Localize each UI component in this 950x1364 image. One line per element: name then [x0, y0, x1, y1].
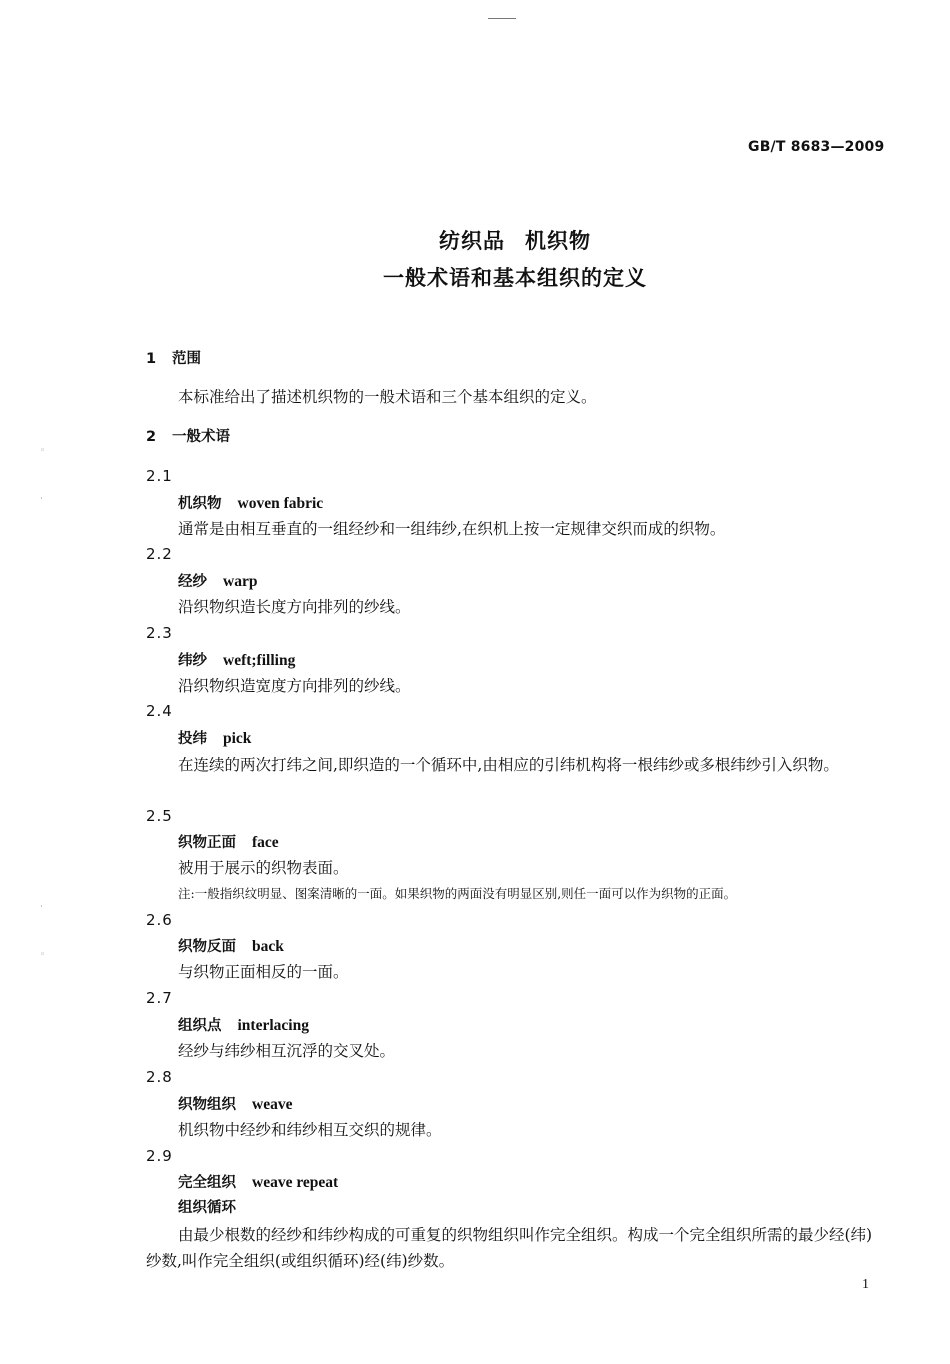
clause-number: 2.9 — [146, 1147, 173, 1165]
term-english: warp — [223, 573, 258, 590]
term-english: weft;filling — [223, 652, 296, 669]
clause-number: 2.8 — [146, 1068, 173, 1086]
scan-dot: ◦ — [40, 446, 46, 456]
clause-number: 2.1 — [146, 467, 173, 485]
clause-number: 2.4 — [146, 702, 173, 720]
title-part-textiles: 纺织品 — [439, 229, 505, 253]
document-title-line-1 — [0, 225, 950, 255]
page-number: 1 — [862, 1277, 869, 1292]
clause-number: 2.2 — [146, 545, 173, 563]
term-line — [178, 935, 284, 958]
clause-number: 2.6 — [146, 911, 173, 929]
term-definition: 通常是由相互垂直的一组经纱和一组纬纱,在织机上按一定规律交织而成的织物。 — [178, 520, 726, 538]
term-definition: 沿织物织造长度方向排列的纱线。 — [178, 598, 411, 616]
term-chinese: 投纬 — [178, 731, 207, 747]
term-chinese: 经纱 — [178, 574, 207, 590]
section-heading-scope — [146, 348, 201, 370]
term-definition: 经纱与纬纱相互沉浮的交叉处。 — [178, 1042, 396, 1060]
term-definition: 沿织物织造宽度方向排列的纱线。 — [178, 677, 411, 695]
term-english: woven fabric — [237, 495, 324, 512]
term-chinese: 完全组织 — [178, 1175, 236, 1191]
scan-dot: · — [40, 902, 43, 912]
term-definition: 在连续的两次打纬之间,即织造的一个循环中,由相应的引纬机构将一根纬纱或多根纬纱引入织物。 — [178, 756, 839, 774]
section-body-scope: 本标准给出了描述机织物的一般术语和三个基本组织的定义。 — [178, 388, 597, 406]
term-line — [178, 1093, 292, 1116]
standard-number: GB/T 8683—2009 — [748, 139, 885, 155]
document-title-line-2: 一般术语和基本组织的定义 — [383, 266, 647, 290]
term-note: 注:一般指织纹明显、图案清晰的一面。如果织物的两面没有明显区别,则任一面可以作为织物的正面。 — [178, 886, 737, 901]
term-line — [178, 831, 279, 854]
section-heading-general-terms — [146, 426, 230, 448]
term-english: back — [252, 938, 284, 955]
term-english: weave repeat — [252, 1174, 339, 1191]
term-line — [178, 570, 257, 593]
scan-dot: ◦ — [40, 950, 46, 960]
term-chinese: 织物反面 — [178, 939, 236, 955]
section-title: 一般术语 — [172, 429, 230, 445]
term-line — [178, 492, 323, 515]
term-chinese: 纬纱 — [178, 653, 207, 669]
term-chinese: 织物正面 — [178, 835, 236, 851]
title-part-woven: 机织物 — [525, 229, 591, 253]
term-line — [178, 1014, 309, 1037]
term-english: interlacing — [237, 1017, 309, 1034]
section-number: 2 — [146, 429, 157, 445]
clause-number: 2.5 — [146, 807, 173, 825]
term-chinese: 组织点 — [178, 1018, 222, 1034]
term-definition: 机织物中经纱和纬纱相互交织的规律。 — [178, 1121, 442, 1139]
clause-number: 2.3 — [146, 624, 173, 642]
term-chinese: 织物组织 — [178, 1097, 236, 1113]
top-scan-mark — [488, 18, 516, 19]
term-english: pick — [223, 730, 252, 747]
term-definition: 被用于展示的织物表面。 — [178, 859, 349, 877]
term-definition: 由最少根数的经纱和纬纱构成的可重复的织物组织叫作完全组织。构成一个完全组织所需的最少经(纬)纱数,叫作完全组织(或组织循环)经(纬)纱数。 — [146, 1226, 873, 1270]
term-chinese: 机织物 — [178, 496, 222, 512]
term-definition: 与织物正面相反的一面。 — [178, 963, 349, 981]
clause-number: 2.7 — [146, 989, 173, 1007]
term-line — [178, 727, 251, 750]
term-english: face — [252, 834, 279, 851]
section-number: 1 — [146, 351, 157, 367]
term-line — [178, 1171, 338, 1194]
term-line — [178, 649, 295, 672]
term-english: weave — [252, 1096, 293, 1113]
scan-dot: · — [40, 494, 43, 504]
section-title: 范围 — [172, 351, 201, 367]
term-alternative-chinese: 组织循环 — [178, 1200, 236, 1216]
